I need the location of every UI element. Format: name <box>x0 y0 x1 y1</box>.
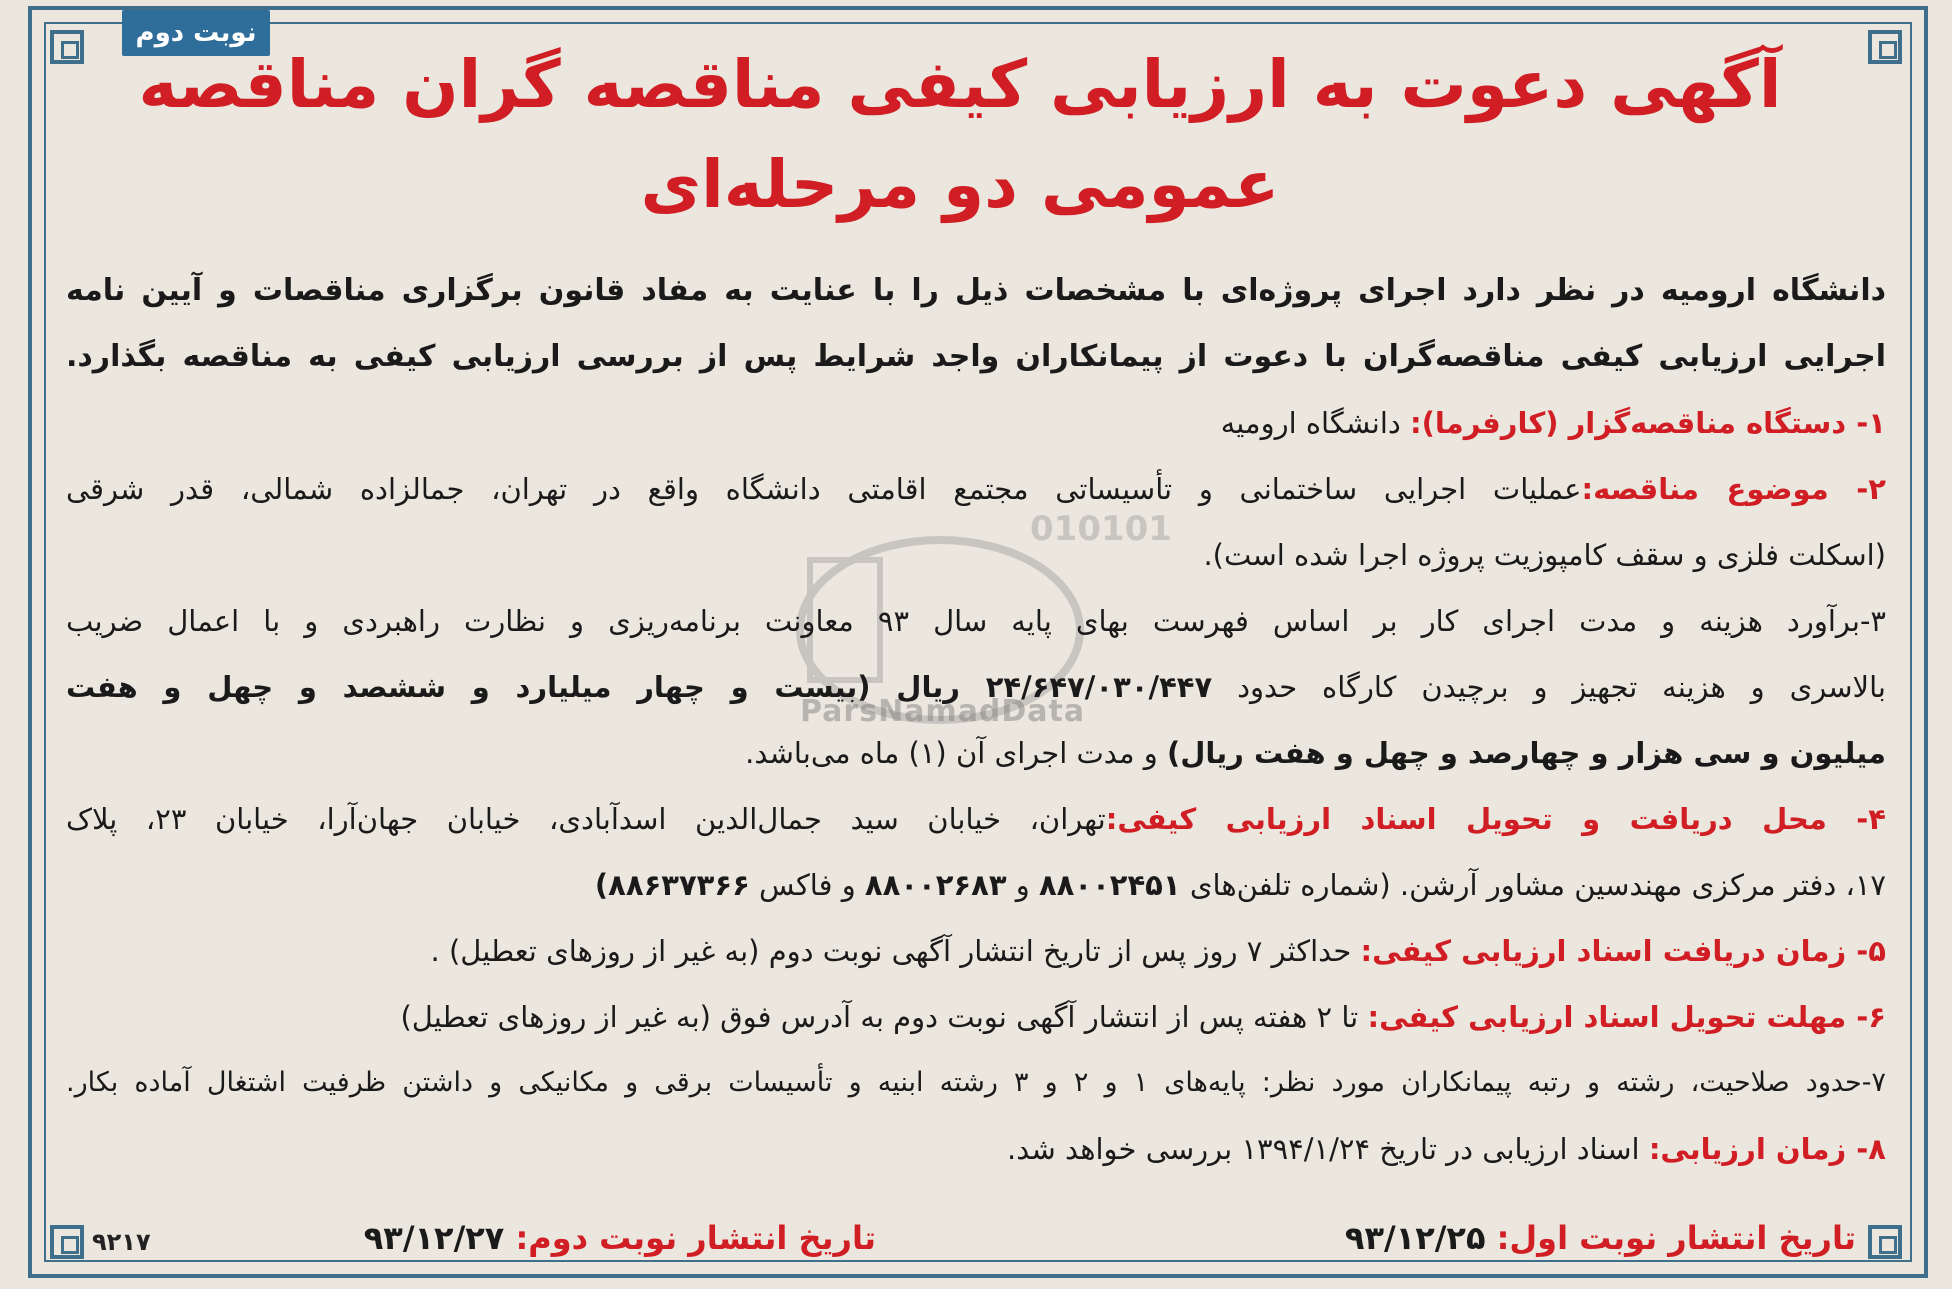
ad-code: ۹۲۱۷ <box>92 1228 151 1256</box>
item-5-label: ۵- زمان دریافت اسناد ارزیابی کیفی: <box>1360 934 1886 968</box>
corner-ornament-top-right <box>1868 30 1902 64</box>
item-3-line-2-a: بالاسری و هزینه تجهیز و برچیدن کارگاه حدود <box>1237 670 1886 704</box>
item-4-label: ۴- محل دریافت و تحویل اسناد ارزیابی کیفی: <box>1105 802 1886 836</box>
phone-2: ۸۸۰۰۲۶۸۳ <box>864 868 1007 902</box>
ad-body <box>66 258 1886 1182</box>
item-2-label: ۲- موضوع مناقصه: <box>1581 472 1886 506</box>
item-8-text: اسناد ارزیابی در تاریخ ۱۳۹۴/۱/۲۴ بررسی خواهد شد. <box>1007 1132 1640 1166</box>
corner-ornament-top-left <box>50 30 84 64</box>
item-1 <box>66 390 1886 456</box>
item-6-text: تا ۲ هفته پس از انتشار آگهی نوبت دوم به آدرس فوق (به غیر از روزهای تعطیل) <box>400 1000 1359 1034</box>
intro-line-2: اجرایی ارزیابی کیفی مناقصه‌گران با دعوت از پیمانکاران واجد شرایط پس از بررسی ارزیابی کیفی به مناقصه بگذارد. <box>66 339 1886 374</box>
item-1-label: ۱- دستگاه مناقصه‌گزار (کارفرما): <box>1410 406 1886 440</box>
second-publication-label: تاریخ انتشار نوبت دوم: <box>515 1219 876 1257</box>
item-4-contacts <box>66 852 1886 918</box>
item-3-line-1: ۳-برآورد هزینه و مدت اجرای کار بر اساس فهرست بهای پایه سال ۹۳ معاونت برنامه‌ریزی و نظارت راهبردی و با اعمال ضریب <box>66 604 1886 638</box>
item-7: ۷-حدود صلاحیت، رشته و رتبه پیمانکاران مورد نظر: پایه‌های ۱ و ۲ و ۳ رشته ابنیه و تأسیسات برقی و مکانیکی و داشتن ظرفیت اشتغال آماده بکار. <box>66 1067 1886 1098</box>
first-publication <box>1345 1208 1856 1268</box>
estimate-amount-words: میلیون و سی هزار و چهارصد و چهل و هفت ریال) <box>1166 736 1886 770</box>
item-4 <box>66 786 1886 852</box>
round-badge: نوبت دوم <box>122 10 270 56</box>
watermark-text: ParsNamadData <box>800 694 1086 729</box>
fax-label: و فاکس <box>759 868 856 902</box>
intro-line-1: دانشگاه ارومیه در نظر دارد اجرای پروژه‌ای با مشخصات ذیل را با عنایت به مفاد قانون برگزاری مناقصات و آیین نامه <box>66 273 1886 308</box>
item-2-text-1: عملیات اجرایی ساختمانی و تأسیساتی مجتمع اقامتی دانشگاه واقع در تهران، جمالزاده شمالی، قدر شرقی <box>66 472 1582 506</box>
and-word: و <box>1015 868 1030 902</box>
item-4-text-1: تهران، خیابان سید جمال‌الدین اسدآبادی، خیابان جهان‌آرا، خیابان ۲۳، پلاک <box>66 802 1106 836</box>
item-3-line-3 <box>66 720 1886 786</box>
item-1-text: دانشگاه ارومیه <box>1220 406 1401 440</box>
item-6-label: ۶- مهلت تحویل اسناد ارزیابی کیفی: <box>1367 1000 1886 1034</box>
item-2 <box>66 456 1886 522</box>
item-6 <box>66 984 1886 1050</box>
item-3-line-2 <box>66 654 1886 720</box>
item-2-continued <box>66 522 1886 588</box>
item-5-text: حداکثر ۷ روز پس از تاریخ انتشار آگهی نوبت دوم (به غیر از روزهای تعطیل) . <box>430 934 1352 968</box>
estimate-amount: ۲۴/۶۴۷/۰۳۰/۴۴۷ ریال (بیست و چهار میلیارد و ششصد و چهل و هفت <box>66 670 1213 704</box>
title-line-1: آگهی دعوت به ارزیابی کیفی مناقصه گران مناقصه <box>138 46 1782 123</box>
watermark-digits: 010101 <box>1030 509 1172 549</box>
item-4-line-2: ۱۷، دفتر مرکزی مهندسین مشاور آرشن. (شماره تلفن‌های <box>1189 868 1886 902</box>
item-8 <box>66 1116 1886 1182</box>
item-3-duration: و مدت اجرای آن (۱) ماه می‌باشد. <box>745 736 1158 770</box>
second-publication <box>364 1208 876 1268</box>
phone-1: ۸۸۰۰۲۴۵۱ <box>1038 868 1181 902</box>
publication-dates <box>66 1208 1886 1268</box>
item-5 <box>66 918 1886 984</box>
item-8-label: ۸- زمان ارزیابی: <box>1648 1132 1886 1166</box>
item-2-text-2: (اسکلت فلزی و سقف کامپوزیت پروژه اجرا شده است). <box>1203 538 1886 572</box>
first-publication-date: ۹۳/۱۲/۲۵ <box>1344 1219 1486 1257</box>
first-publication-label: تاریخ انتشار نوبت اول: <box>1496 1219 1856 1257</box>
second-publication-date: ۹۳/۱۲/۲۷ <box>363 1219 505 1257</box>
fax-number: ۸۸۶۳۷۳۶۶) <box>594 868 750 902</box>
title-line-2: عمومی دو مرحله‌ای <box>640 146 1280 223</box>
